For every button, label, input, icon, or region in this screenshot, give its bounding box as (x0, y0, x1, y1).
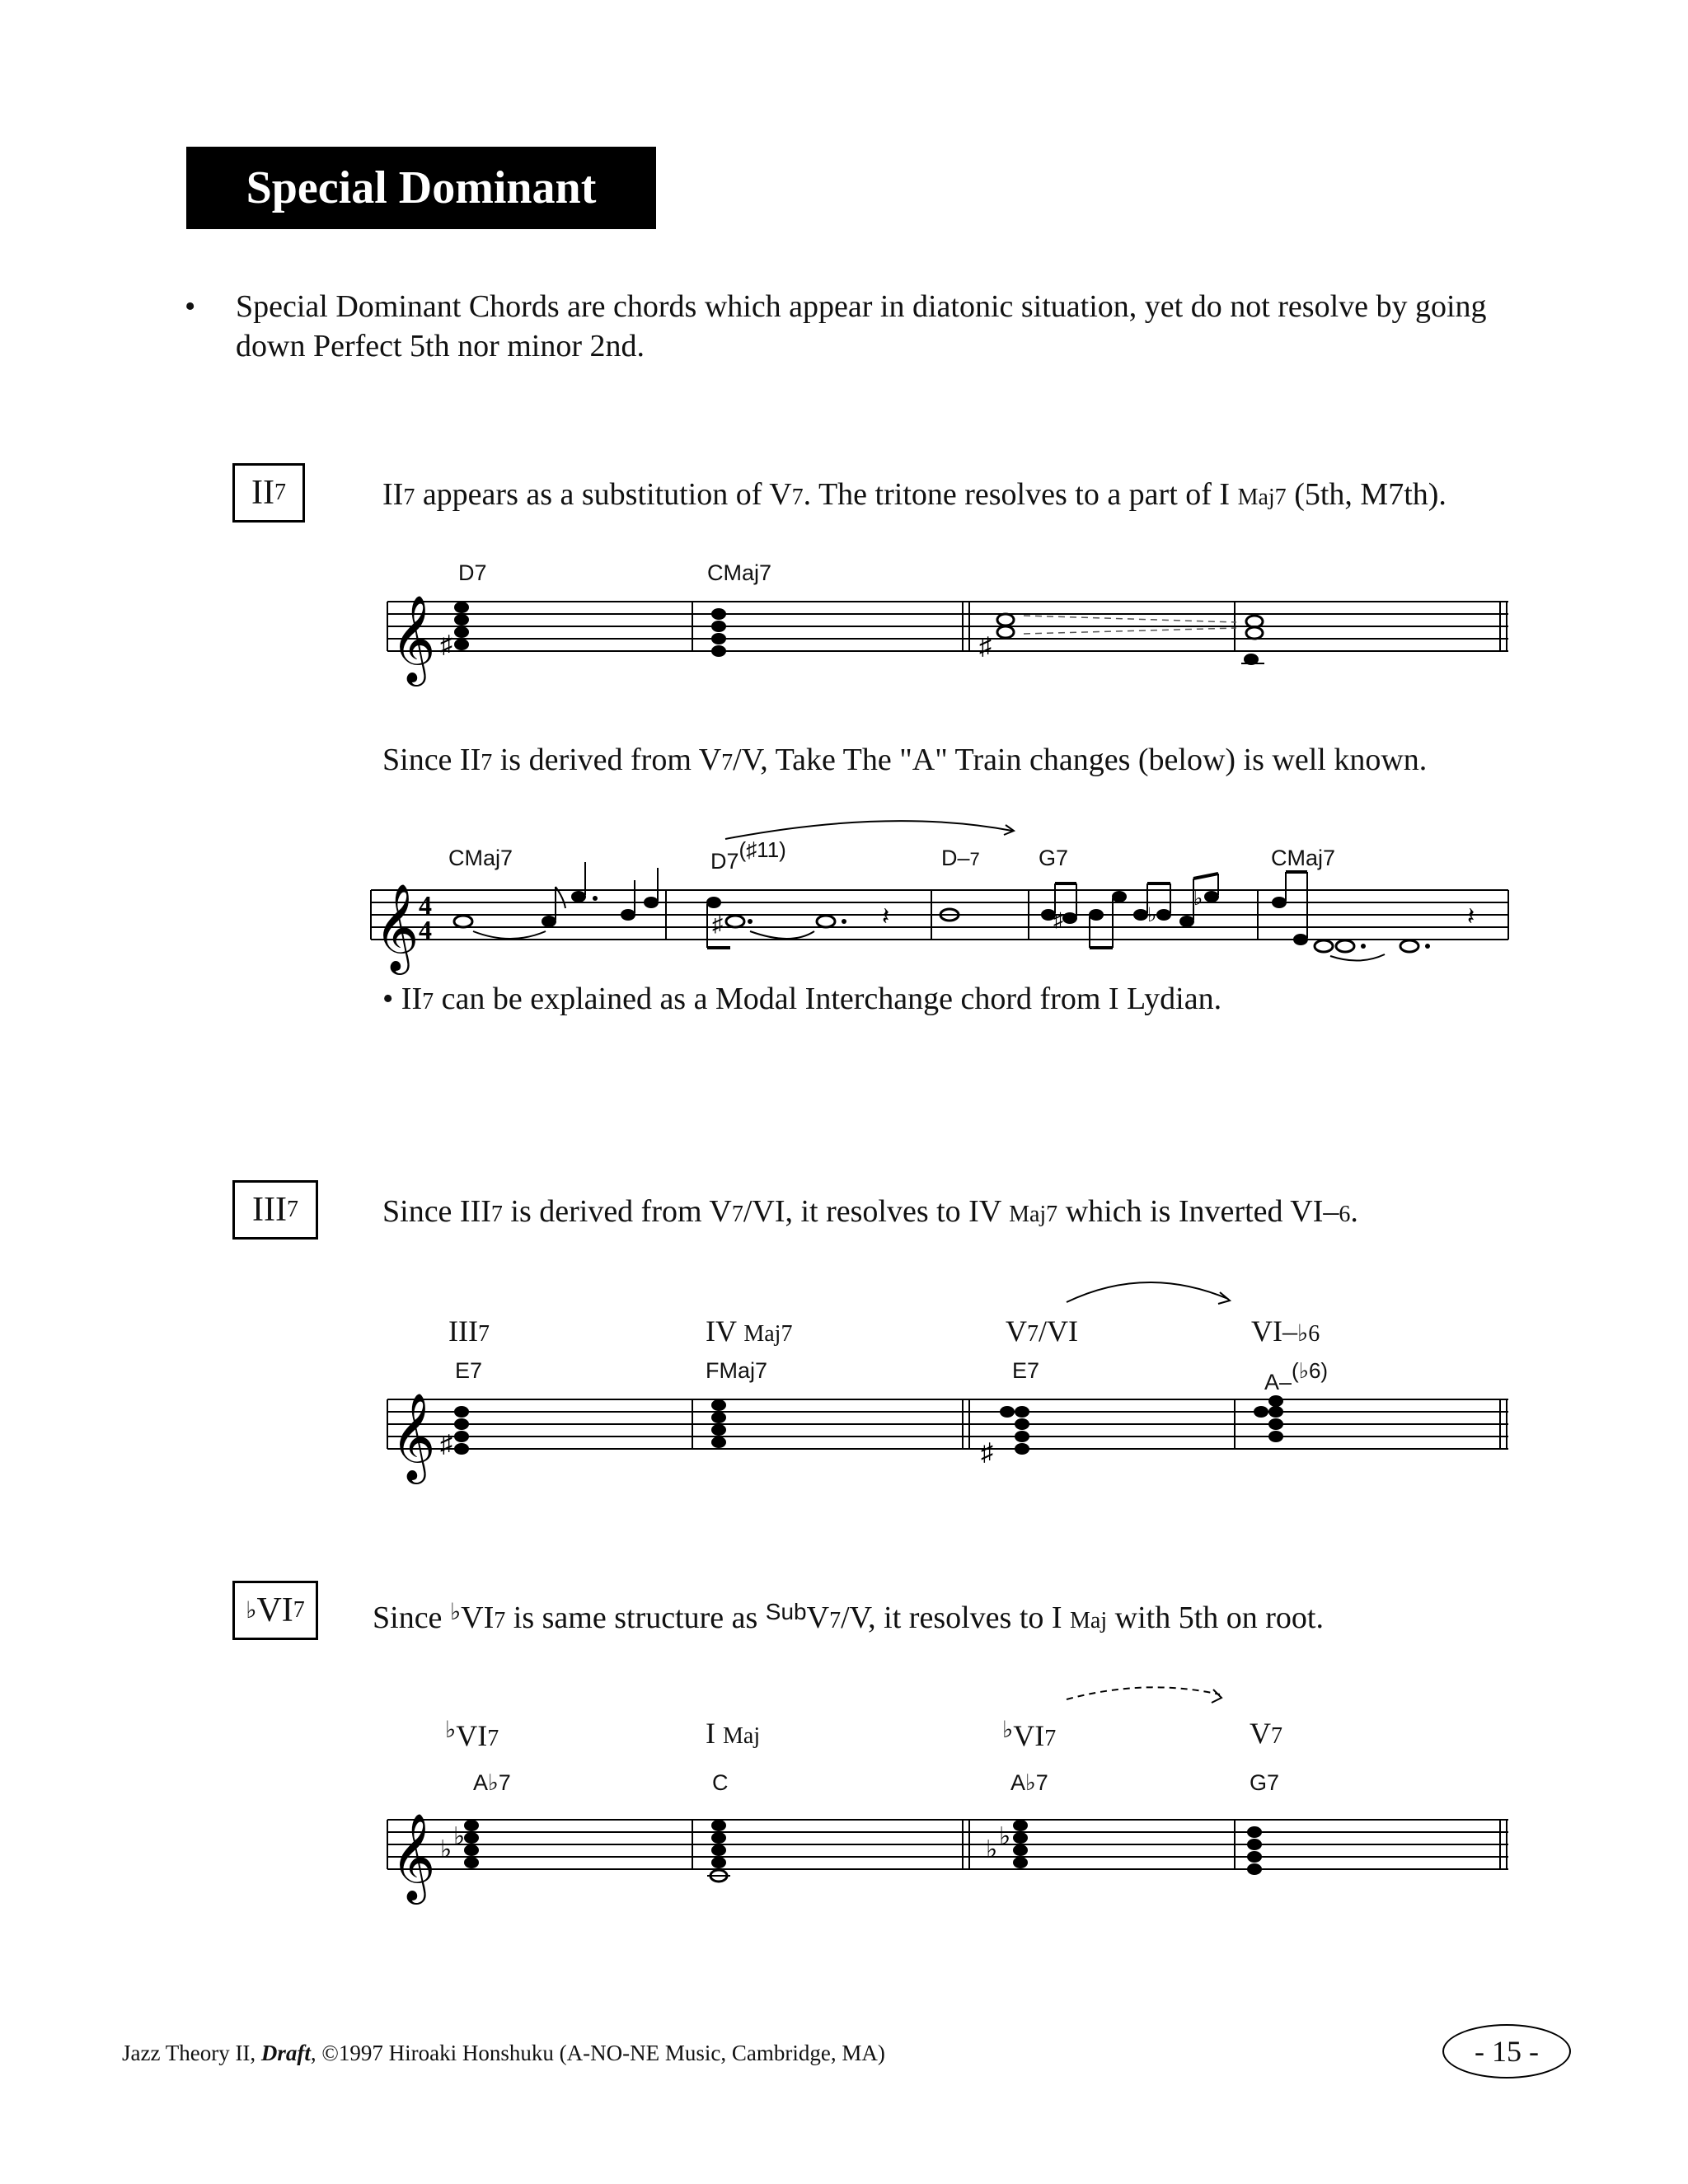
chord-symbol-a-flat-7: A♭7 (473, 1770, 511, 1795)
melody-chord-5: CMaj7 (1271, 846, 1336, 870)
roman-v7-of-vi: V7/VI (1006, 1315, 1078, 1347)
section-label-ii7: II 7 (232, 463, 305, 523)
svg-text:♭: ♭ (1147, 905, 1157, 926)
ii7-description: II7 appears as a substitution of V7. The tritone resolves to a part of I Maj7 (5th, M7th). (382, 477, 1447, 512)
time-signature-top: 4 (419, 890, 432, 920)
chord-symbol-fmaj7: FMaj7 (706, 1358, 768, 1383)
staff-iii7 (379, 1376, 1517, 1483)
chord-e7-notes (440, 1406, 469, 1458)
chord-symbol-a-minor-flat6: A–(♭6) (1264, 1358, 1329, 1394)
flat-vi7-description: Since ♭VI7 is same structure as $^{Sub}$V7/V, it resolves to I Maj with 5th on root. (373, 1599, 1324, 1635)
svg-text:♯: ♯ (440, 1431, 452, 1458)
melody-chord-2: D7(♯11) (710, 837, 786, 874)
chord-c-notes (707, 1820, 730, 1882)
iii7-resolution-arrow (1055, 1269, 1253, 1319)
svg-text:♭: ♭ (986, 1836, 998, 1863)
chord-symbol-g7: G7 (1250, 1770, 1280, 1795)
chord-cmaj7-notes (711, 608, 726, 657)
staff-take-the-a-train (363, 816, 1517, 969)
tritone-resolution-lines (1024, 616, 1236, 634)
chord-a-minor-flat6-notes (1254, 1395, 1283, 1442)
staff-flat-vi7 (379, 1790, 1517, 1905)
roman-ivmaj7: IV Maj7 (706, 1315, 793, 1347)
chord-symbol-e7: E7 (1012, 1358, 1040, 1383)
time-signature-bottom: 4 (419, 915, 432, 944)
svg-text:♯: ♯ (979, 633, 992, 660)
quarter-rest: 𝄽 (882, 903, 890, 930)
svg-text:♯: ♯ (1053, 910, 1063, 931)
chord-symbol-e7: E7 (455, 1358, 483, 1383)
roman-flat-vi7-second: ♭VI7 (1002, 1718, 1057, 1752)
intro-line-2: down Perfect 5th nor minor 2nd. (236, 329, 645, 363)
svg-text:♯: ♯ (440, 631, 452, 658)
intro-line-1: Special Dominant Chords are chords which appear in diatonic situation, yet do not resolve by going (236, 289, 1487, 324)
melody-chord-4: G7 (1039, 846, 1069, 870)
ii7-modal-interchange-note: • II7 can be explained as a Modal Interchange chord from I Lydian. (382, 982, 1222, 1016)
ii7-a-train-text: Since II7 is derived from V7/V, Take The "A" Train changes (below) is well known. (382, 743, 1428, 777)
svg-text:♭: ♭ (999, 1823, 1011, 1850)
iii7-description: Since III7 is derived from V7/VI, it resolves to IV Maj7 which is Inverted VI–6. (382, 1194, 1358, 1229)
melody-chord-1: CMaj7 (448, 846, 513, 870)
chord-symbol-c: C (712, 1770, 729, 1795)
svg-text:♭: ♭ (440, 1836, 452, 1863)
chord-symbol-a-flat-7-second: A♭7 (1010, 1770, 1048, 1795)
roman-v7: V7 (1250, 1717, 1282, 1750)
footer-copyright: Jazz Theory II, Draft, ©1997 Hiroaki Honshuku (A-NO-NE Music, Cambridge, MA) (122, 2041, 885, 2065)
quarter-rest: 𝄽 (1467, 903, 1475, 930)
roman-flat-vi7: ♭VI7 (445, 1718, 499, 1752)
page-title: Special Dominant (186, 147, 656, 229)
treble-clef: 𝄞 (391, 1815, 436, 1899)
treble-clef: 𝄞 (391, 1394, 436, 1479)
chord-d7-notes (440, 602, 469, 658)
intro-bullet: • (185, 289, 196, 324)
treble-clef: 𝄞 (374, 885, 420, 969)
staff-ii7-resolution (379, 577, 1517, 684)
svg-text:♯: ♯ (981, 1439, 993, 1466)
roman-iii7: III7 (448, 1315, 490, 1347)
section-label-iii7: III 7 (232, 1180, 318, 1240)
svg-text:♭: ♭ (453, 1823, 466, 1850)
chord-g7-notes (1247, 1826, 1262, 1875)
section-label-flat-vi7: ♭ VI 7 (232, 1581, 318, 1640)
tritone-notes (979, 614, 1014, 660)
resolution-notes (1241, 616, 1264, 665)
chord-symbol-d7: D7 (458, 560, 487, 585)
melody-chord-3: D–7 (941, 846, 980, 870)
resolution-arrow (725, 821, 1012, 839)
page-number: - 15 - (1442, 2024, 1571, 2079)
flat-vi7-resolution-arrow (1055, 1673, 1253, 1722)
melody-notes (454, 862, 1475, 961)
svg-text:♭: ♭ (1193, 888, 1203, 910)
chord-symbol-cmaj7: CMaj7 (707, 560, 772, 585)
roman-vi-flat6: VI–♭6 (1251, 1315, 1320, 1347)
svg-text:♯: ♯ (712, 912, 723, 936)
treble-clef: 𝄞 (391, 597, 436, 681)
roman-i-maj: I Maj (706, 1717, 761, 1750)
